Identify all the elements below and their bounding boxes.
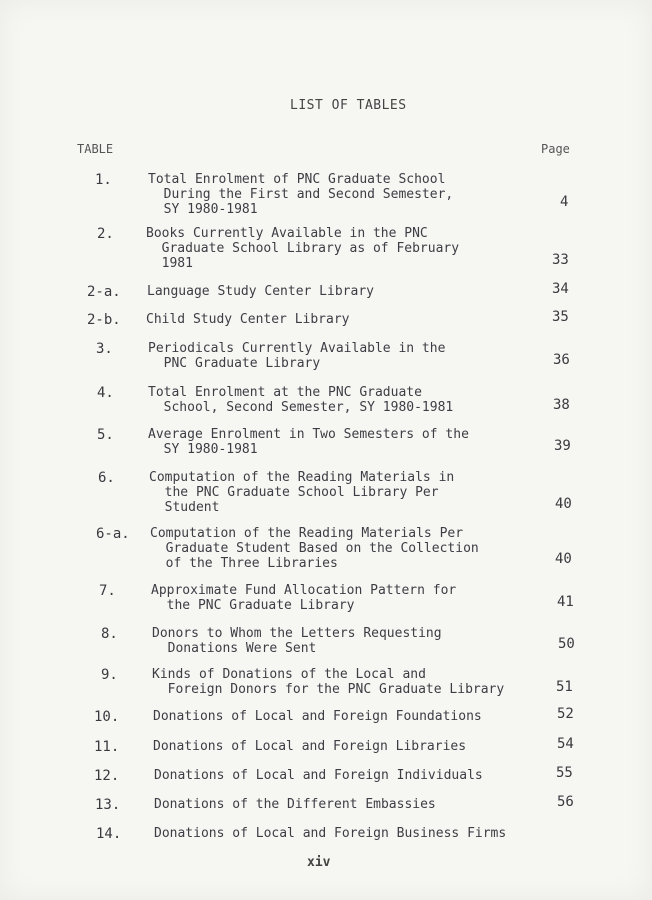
table-number: 14. (96, 826, 122, 842)
page-title: LIST OF TABLES (290, 98, 407, 113)
page-reference: 34 (552, 281, 569, 297)
table-title: Total Enrolment at the PNC Graduate School, Second Semester, SY 1980-1981 (148, 385, 454, 415)
table-number: 1. (95, 172, 112, 188)
table-column-header: TABLE (77, 142, 114, 156)
page-reference: 50 (558, 636, 575, 652)
table-title: Donations of the Different Embassies (154, 797, 436, 812)
table-title: Donors to Whom the Letters Requesting Donations Were Sent (152, 626, 442, 656)
table-number: 8. (101, 626, 118, 642)
page-reference: 41 (557, 594, 574, 610)
table-title: Donations of Local and Foreign Individuals (154, 768, 483, 783)
page-reference: 36 (553, 352, 570, 368)
table-number: 9. (101, 667, 118, 683)
table-number: 6. (98, 470, 115, 486)
page-reference: 38 (553, 397, 570, 413)
table-title: Donations of Local and Foreign Libraries (153, 739, 467, 754)
table-title: Periodicals Currently Available in the PNC Graduate Library (148, 341, 446, 371)
table-number: 7. (99, 583, 116, 599)
table-number: 5. (97, 427, 114, 443)
page-reference: 4 (560, 194, 569, 210)
table-title: Computation of the Reading Materials in the PNC Graduate School Library Per Student (149, 470, 455, 515)
page-reference: 33 (552, 252, 569, 268)
table-title: Kinds of Donations of the Local and Foreign Donors for the PNC Graduate Library (152, 667, 505, 697)
table-title: Child Study Center Library (146, 312, 350, 327)
table-number: 13. (95, 797, 121, 813)
table-number: 2. (97, 226, 114, 242)
page-column-header: Page (541, 142, 570, 156)
page-reference: 54 (557, 736, 574, 752)
table-title: Donations of Local and Foreign Business Firms (154, 826, 507, 841)
table-number: 4. (97, 385, 114, 401)
page-reference: 39 (554, 438, 571, 454)
page-reference: 35 (552, 309, 569, 325)
page-number: xiv (307, 855, 331, 870)
page-reference: 40 (555, 551, 572, 567)
page-reference: 52 (557, 706, 574, 722)
page-reference: 55 (556, 765, 573, 781)
table-title: Computation of the Reading Materials Per Graduate Student Based on the Collection of the Three Libraries (150, 526, 479, 571)
table-number: 3. (96, 341, 113, 357)
table-title: Average Enrolment in Two Semesters of the SY 1980-1981 (148, 427, 469, 457)
table-title: Books Currently Available in the PNC Graduate School Library as of February 1981 (146, 226, 460, 271)
page-reference: 51 (556, 679, 573, 695)
table-number: 12. (94, 768, 120, 784)
table-title: Total Enrolment of PNC Graduate School During the First and Second Semester, SY 1980-1981 (148, 172, 454, 217)
table-number: 2-b. (87, 312, 121, 328)
page-reference: 40 (555, 496, 572, 512)
table-number: 6-a. (96, 526, 130, 542)
table-number: 2-a. (87, 284, 121, 300)
table-title: Donations of Local and Foreign Foundations (153, 709, 482, 724)
page-reference: 56 (557, 794, 574, 810)
table-number: 10. (94, 709, 120, 725)
table-number: 11. (94, 739, 120, 755)
table-title: Language Study Center Library (147, 284, 374, 299)
table-title: Approximate Fund Allocation Pattern for the PNC Graduate Library (151, 583, 457, 613)
